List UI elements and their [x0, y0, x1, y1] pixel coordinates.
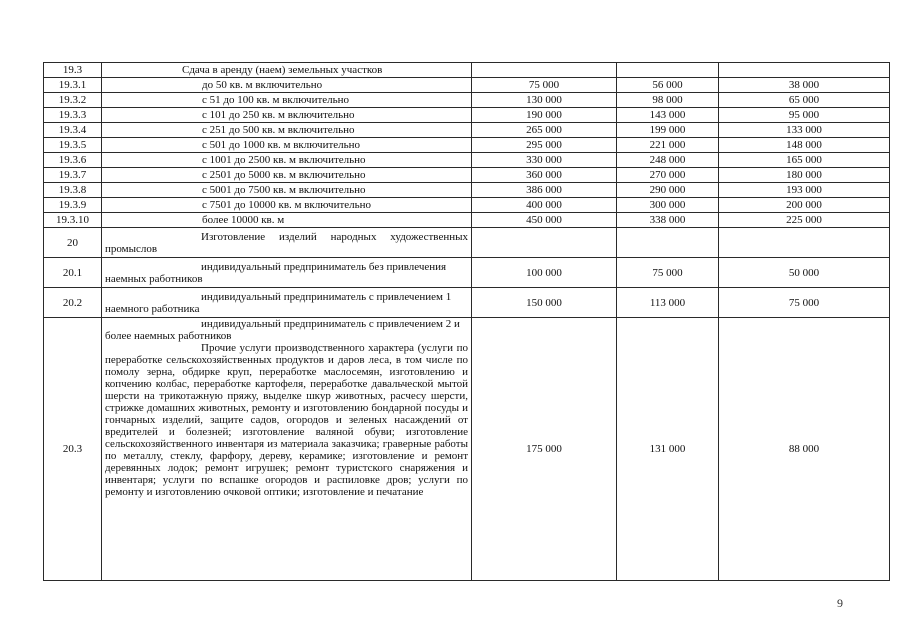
value-col-1: 150 000 [472, 288, 617, 318]
value-col-3: 165 000 [719, 153, 890, 168]
value-col-2: 290 000 [617, 183, 719, 198]
table-row [44, 213, 890, 228]
value-col-2: 270 000 [617, 168, 719, 183]
value-col-3 [719, 63, 890, 78]
value-col-3: 95 000 [719, 108, 890, 123]
row-name-line-1: индивидуальный предприниматель с привлечением 2 и более наемных работников [105, 318, 460, 342]
value-col-3: 50 000 [719, 258, 890, 288]
row-number: 19.3.1 [44, 78, 102, 93]
value-col-1: 400 000 [472, 198, 617, 213]
value-col-1: 295 000 [472, 138, 617, 153]
row-name: с 7501 до 10000 кв. м включительно [102, 198, 472, 213]
value-col-1: 175 000 [472, 318, 617, 581]
table-body [44, 63, 890, 228]
row-name: с 5001 до 7500 кв. м включительно [102, 183, 472, 198]
value-col-3: 65 000 [719, 93, 890, 108]
table-row [44, 78, 890, 93]
table-row [44, 318, 890, 581]
tariff-table [43, 62, 890, 581]
value-col-1: 330 000 [472, 153, 617, 168]
value-col-1: 360 000 [472, 168, 617, 183]
row-name-line-2: Прочие услуги производственного характера (услуги по переработке сельскохозяйственных продуктов и даров леса, в том числе по помолу зерна, обдирке круп, переработке маслосемян, изготовлению и копчению колбас, переработке картофеля, переработке давальческой мытой шерсти на трикотажную пряжу, выделке шкур животных, расчесу шерсти, стрижке домашних животных, ремонту и изготовлению бондарной посуды и гончарных изделий, защите садов, огородов и зеленых насаждений от вредителей и болезней; изготовление валяной обуви; изготовление сельскохозяйственного инвентаря из материала заказчика; граверные работы по металлу, стеклу, фарфору, дереву, керамике; изготовление и ремонт деревянных лодок; ремонт игрушек; ремонт туристского снаряжения и инвентаря; услуги по вспашке огородов и распиловке дров; услуги по ремонту и изготовлению очковой оптики; изготовление и печатание [105, 342, 468, 498]
value-col-1: 75 000 [472, 78, 617, 93]
row-number: 19.3.4 [44, 123, 102, 138]
row-number: 19.3.8 [44, 183, 102, 198]
table-row [44, 183, 890, 198]
value-col-1 [472, 228, 617, 258]
row-name: с 101 до 250 кв. м включительно [102, 108, 472, 123]
value-col-2: 98 000 [617, 93, 719, 108]
table-row [44, 63, 890, 78]
table-body-section-20 [44, 228, 890, 581]
value-col-2: 338 000 [617, 213, 719, 228]
value-col-3: 75 000 [719, 288, 890, 318]
value-col-2: 248 000 [617, 153, 719, 168]
value-col-3 [719, 228, 890, 258]
row-name: с 1001 до 2500 кв. м включительно [102, 153, 472, 168]
value-col-1: 100 000 [472, 258, 617, 288]
value-col-3: 180 000 [719, 168, 890, 183]
row-number: 20.1 [44, 258, 102, 288]
value-col-3: 133 000 [719, 123, 890, 138]
row-number: 19.3.7 [44, 168, 102, 183]
value-col-2 [617, 228, 719, 258]
row-name: с 2501 до 5000 кв. м включительно [102, 168, 472, 183]
table-row [44, 138, 890, 153]
value-col-2: 199 000 [617, 123, 719, 138]
row-name: с 51 до 100 кв. м включительно [102, 93, 472, 108]
table-row [44, 108, 890, 123]
value-col-1: 190 000 [472, 108, 617, 123]
row-number: 19.3.9 [44, 198, 102, 213]
row-number: 19.3.6 [44, 153, 102, 168]
table-row [44, 288, 890, 318]
row-number: 20 [44, 228, 102, 258]
row-name: Сдача в аренду (наем) земельных участков [102, 63, 472, 78]
row-number: 20.2 [44, 288, 102, 318]
value-col-3: 193 000 [719, 183, 890, 198]
page-number: 9 [837, 596, 843, 610]
row-number: 19.3 [44, 63, 102, 78]
value-col-2: 221 000 [617, 138, 719, 153]
table-row [44, 153, 890, 168]
value-col-1 [472, 63, 617, 78]
value-col-1: 386 000 [472, 183, 617, 198]
row-name: с 501 до 1000 кв. м включительно [102, 138, 472, 153]
row-number: 19.3.2 [44, 93, 102, 108]
table-row [44, 93, 890, 108]
row-name: индивидуальный предприниматель с привлечением 1 наемного работника [102, 288, 472, 318]
row-name: с 251 до 500 кв. м включительно [102, 123, 472, 138]
value-col-3: 88 000 [719, 318, 890, 581]
value-col-2: 131 000 [617, 318, 719, 581]
value-col-1: 130 000 [472, 93, 617, 108]
value-col-2: 75 000 [617, 258, 719, 288]
table-row [44, 168, 890, 183]
value-col-3: 148 000 [719, 138, 890, 153]
row-number: 20.3 [44, 318, 102, 581]
value-col-3: 38 000 [719, 78, 890, 93]
row-number: 19.3.10 [44, 213, 102, 228]
row-number: 19.3.5 [44, 138, 102, 153]
table-row [44, 258, 890, 288]
table-row [44, 228, 890, 258]
table-row [44, 198, 890, 213]
value-col-2: 143 000 [617, 108, 719, 123]
value-col-1: 265 000 [472, 123, 617, 138]
row-name: индивидуальный предприниматель без привлечения наемных работников [102, 258, 472, 288]
value-col-3: 200 000 [719, 198, 890, 213]
value-col-1: 450 000 [472, 213, 617, 228]
value-col-2: 113 000 [617, 288, 719, 318]
value-col-2: 56 000 [617, 78, 719, 93]
table-row [44, 123, 890, 138]
value-col-3: 225 000 [719, 213, 890, 228]
row-number: 19.3.3 [44, 108, 102, 123]
value-col-2 [617, 63, 719, 78]
value-col-2: 300 000 [617, 198, 719, 213]
row-name: до 50 кв. м включительно [102, 78, 472, 93]
row-name: Изготовление изделий народных художественных промыслов [102, 228, 472, 258]
row-name: более 10000 кв. м [102, 213, 472, 228]
row-name [102, 318, 472, 581]
